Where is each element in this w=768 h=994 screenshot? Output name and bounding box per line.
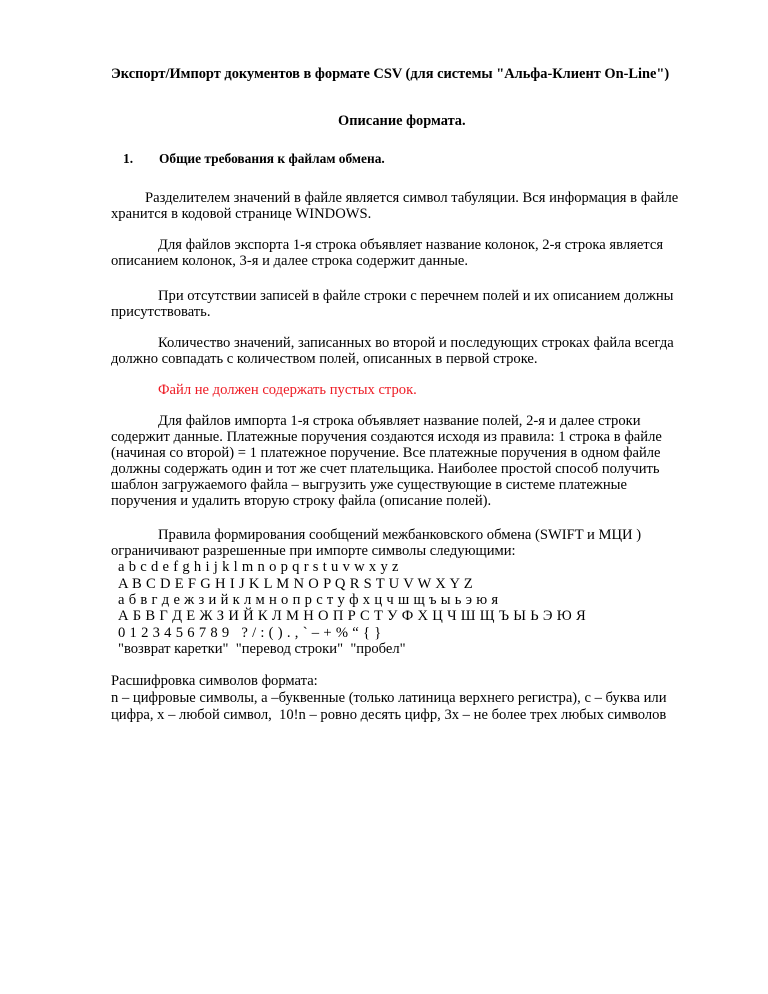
allowed-chars-cyrillic-upper: А Б В Г Д Е Ж З И Й К Л М Н О П Р С Т У Ф Х Ц Ч Ш Щ Ъ Ы Ь Э Ю Я: [118, 608, 587, 624]
paragraph-line: Для файлов импорта 1-я строка объявляет название полей, 2-я и далее строки: [158, 413, 641, 429]
paragraph-line: хранится в кодовой странице WINDOWS.: [111, 206, 372, 222]
paragraph-line: Количество значений, записанных во второй и последующих строках файла всегда: [158, 335, 674, 351]
paragraph-line: Разделителем значений в файле является символ табуляции. Вся информация в файле: [145, 190, 679, 206]
paragraph-line: (начиная со второй) = 1 платежное поручение. Все платежные поручения в одном файле: [111, 445, 661, 461]
section-heading: Общие требования к файлам обмена.: [159, 151, 385, 166]
paragraph-line: поручения и удалить вторую строку файла (описание полей).: [111, 493, 492, 509]
paragraph-line: должно совпадать с количеством полей, описанных в первой строке.: [111, 351, 538, 367]
allowed-chars-latin-lower: a b c d e f g h i j k l m n o p q r s t u v w x y z: [118, 559, 399, 575]
legend-heading: Расшифровка символов формата:: [111, 673, 318, 689]
allowed-chars-special: "возврат каретки" "перевод строки" "пробел": [118, 641, 406, 657]
paragraph-line: присутствовать.: [111, 304, 211, 320]
paragraph-line: При отсутствии записей в файле строки с перечнем полей и их описанием должны: [158, 288, 674, 304]
legend-line: n – цифровые символы, a –буквенные (только латиница верхнего регистра), c – буква или: [111, 690, 667, 706]
empty-lines-warning: Файл не должен содержать пустых строк.: [158, 382, 417, 398]
allowed-chars-cyrillic-lower: а б в г д е ж з и й к л м н о п р с т у ф х ц ч ш щ ъ ы ь э ю я: [118, 592, 499, 608]
paragraph-line: должны содержать один и тот же счет плательщика. Наиболее простой способ получить: [111, 461, 660, 477]
section-number: 1.: [123, 151, 134, 166]
allowed-chars-latin-upper: A B C D E F G H I J K L M N O P Q R S T U V W X Y Z: [118, 576, 473, 592]
paragraph-line: Для файлов экспорта 1-я строка объявляет название колонок, 2-я строка является: [158, 237, 664, 253]
document-subtitle: Описание формата.: [338, 113, 466, 129]
document-title: Экспорт/Импорт документов в формате CSV (для системы "Альфа-Клиент On-Line"): [111, 66, 670, 82]
legend-line: цифра, x – любой символ, 10!n – ровно десять цифр, 3x – не более трех любых символов: [111, 707, 667, 723]
paragraph-line: ограничивают разрешенные при импорте символы следующими:: [111, 543, 516, 559]
paragraph-line: Правила формирования сообщений межбанковского обмена (SWIFT и МЦИ ): [158, 527, 642, 543]
allowed-chars-digits-symbols: 0 1 2 3 4 5 6 7 8 9 ? / : ( ) . , ` – + % “ { }: [118, 625, 382, 641]
paragraph-line: описанием колонок, 3-я и далее строка содержит данные.: [111, 253, 468, 269]
paragraph-line: шаблон загружаемого файла – выгрузить уже существующие в системе платежные: [111, 477, 627, 493]
paragraph-line: содержит данные. Платежные поручения создаются исходя из правила: 1 строка в файле: [111, 429, 662, 445]
